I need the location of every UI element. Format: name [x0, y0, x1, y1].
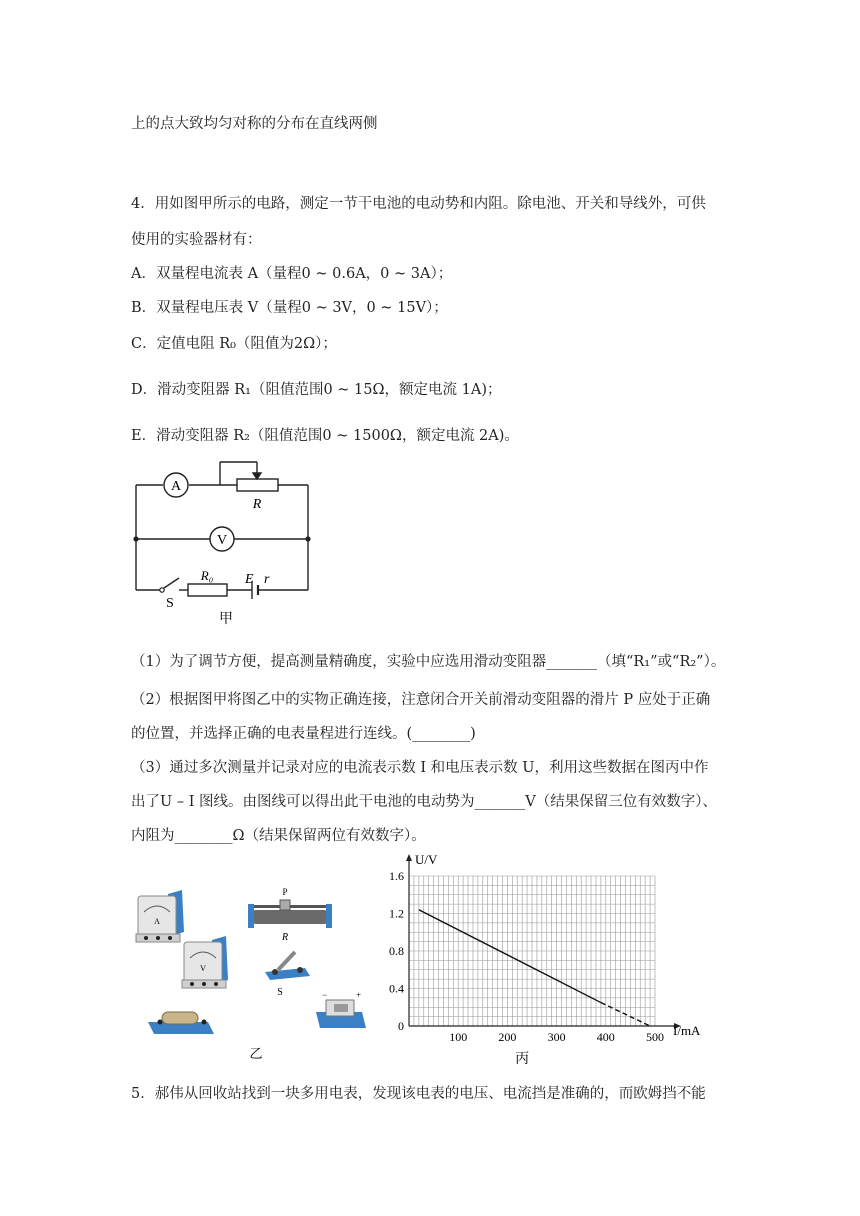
svg-text:−: −: [322, 990, 328, 1000]
x-tick-label: 300: [547, 1030, 566, 1044]
option-a: A．双量程电流表 A（量程0 ~ 0.6A，0 ~ 3A）；: [131, 266, 453, 282]
option-d: D．滑动变阻器 R₁（阻值范围0 ~ 15Ω，额定电流 1A)；: [131, 382, 502, 398]
svg-text:甲: 甲: [219, 612, 233, 627]
q4-stem-1: 4．用如图甲所示的电路，测定一节干电池的电动势和内阻。除电池、开关和导线外，可供: [131, 196, 706, 212]
x-axis-label: I/mA: [673, 1023, 701, 1038]
x-tick-label: 200: [498, 1030, 517, 1044]
svg-text:S: S: [166, 596, 174, 611]
chart-caption: 丙: [515, 1052, 530, 1067]
x-tick-label: 100: [449, 1030, 468, 1044]
svg-text:R₀: R₀: [200, 568, 214, 583]
u-i-chart: [372, 850, 712, 1070]
x-tick-label: 500: [646, 1030, 664, 1044]
svg-text:S: S: [277, 987, 283, 998]
switch-device: [265, 952, 310, 998]
sub-question-1: （1）为了调节方便，提高测量精确度，实验中应选用滑动变阻器_______（填“R₁”或“R₂”）。: [131, 654, 726, 670]
q4-stem-2: 使用的实验器材有：: [131, 232, 262, 248]
svg-text:E: E: [245, 572, 254, 587]
x-tick-label: 400: [596, 1030, 615, 1044]
cell-holder-device: [316, 990, 366, 1028]
svg-text:V: V: [200, 964, 206, 973]
svg-text:A: A: [170, 479, 182, 494]
svg-text:乙: 乙: [249, 1046, 263, 1061]
apparatus-figure: [130, 880, 380, 1065]
sub-question-3-line1: （3）通过多次测量并记录对应的电流表示数 I 和电压表示数 U，利用这些数据在图丙中作: [131, 760, 709, 776]
ammeter-device: [136, 890, 184, 942]
option-e: E．滑动变阻器 R₂（阻值范围0 ~ 1500Ω，额定电流 2A)。: [131, 428, 519, 444]
svg-text:P: P: [282, 887, 288, 897]
sub-question-3-line3: 内阻为________Ω（结果保留两位有效数字）。: [131, 828, 426, 844]
sub-question-3-line2: 出了U – I 图线。由图线可以得出此干电池的电动势为_______V（结果保留三位有效数字）、: [131, 794, 717, 810]
svg-text:R: R: [252, 497, 262, 512]
top-line: 上的点大致均匀对称的分布在直线两侧: [131, 116, 378, 132]
svg-text:R: R: [281, 932, 289, 943]
svg-text:A: A: [154, 917, 160, 926]
option-b: B．双量程电压表 V（量程0 ~ 3V，0 ~ 15V）；: [131, 300, 448, 316]
y-tick-label: 0.8: [389, 944, 404, 958]
y-axis-label: U/V: [415, 852, 438, 867]
y-tick-label: 1.6: [389, 869, 404, 883]
y-tick-label: 1.2: [389, 906, 404, 921]
rheostat-device: [248, 887, 332, 943]
svg-text:r: r: [264, 572, 270, 587]
circuit-diagram: [120, 455, 330, 630]
y-tick-label: 0.4: [389, 981, 404, 996]
voltmeter-device: [182, 936, 228, 988]
y-tick-label: 0: [398, 1019, 404, 1033]
sub-question-2-line2: 的位置，并选择正确的电表量程进行连线。(________): [131, 726, 476, 742]
option-c: C．定值电阻 R₀（阻值为2Ω）；: [131, 336, 337, 352]
battery-device: [148, 1012, 214, 1034]
y-axis-arrow: [406, 854, 412, 861]
sub-question-2-line1: （2）根据图甲将图乙中的实物正确连接，注意闭合开关前滑动变阻器的滑片 P 应处于正确: [131, 692, 711, 708]
q5-stem: 5．郝伟从回收站找到一块多用电表，发现该电表的电压、电流挡是准确的，而欧姆挡不能: [131, 1086, 706, 1102]
svg-text:V: V: [216, 533, 228, 548]
svg-text:+: +: [356, 990, 362, 1000]
